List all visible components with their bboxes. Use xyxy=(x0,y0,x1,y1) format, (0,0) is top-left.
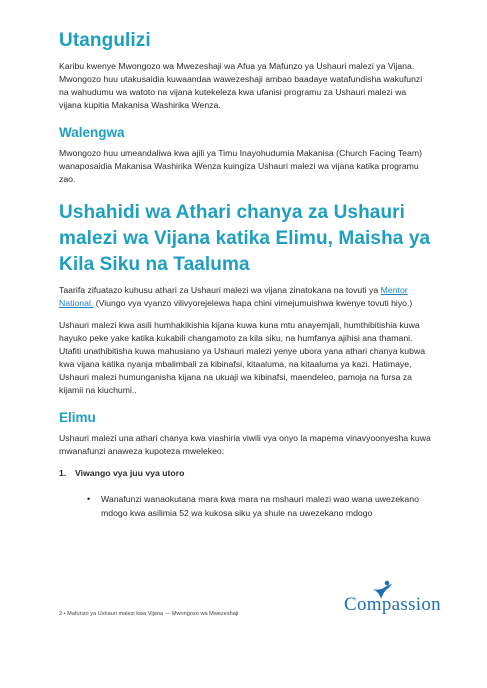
elimu-paragraph: Ushauri malezi una athari chanya kwa viashiria viwili vya onyo la mapema vinavyoonyesha kuwa mwanafunzi anaweza kupoteza mwelekeo: xyxy=(59,433,431,456)
page-footer: 2 • Mafunzo ya Ushauri malezi kwa Vijana — Mwongozo wa Mwezeshaji xyxy=(59,611,239,617)
bullet-item xyxy=(87,492,431,520)
bullet-icon: • xyxy=(87,494,91,504)
evidence-text-after-link: (Viungo vya vyanzo vilivyorejelewa hapa chini vimejumuishwa kwenye tovuti hiyo.) xyxy=(93,298,413,308)
page-title: Utangulizi xyxy=(59,30,151,51)
evidence-paragraph-2: Ushauri malezi kwa asili humhakikishia kijana kuwa kuna mtu anayemjali, humthibitishia kuwa hayuko peke yake katika kukabili changamoto za kila siku, na humfanya ajihisi ana thamani. Utafiti unathibitisha kuwa mahusiano ya Ushauri malezi yenye ubora yana athari chanya kubwa kwa vijana katika nyanja mbalimbali za kibinafsi, kitaaluma, na kitaaluma ya kazi. Hatimaye, Ushauri malezi humunganisha kijana na ukuaji wa kibinafsi, maendeleo, pamoja na fursa za kijamii na kiuchumi.. xyxy=(59,320,426,395)
mentor-national-link[interactable]: Mentor National. xyxy=(59,285,408,308)
list-number: 1. xyxy=(59,468,67,478)
evidence-text-before-link: Taarifa zifuatazo kuhusu athari za Ushauri malezi wa vijana zinatokana na tovuti ya xyxy=(59,285,381,295)
walengwa-paragraph: Mwongozo huu umeandaliwa kwa ajili ya Timu Inayohudumia Makanisa (Church Facing Team) wanaposaidia Makanisa Washirika Wenza kuingiza Ushauri malezi wa vijana katika programu zao. xyxy=(59,148,422,184)
compassion-logo xyxy=(344,580,444,620)
intro-paragraph: Karibu kwenye Mwongozo wa Mwezeshaji wa Afua ya Mafunzo ya Ushauri malezi ya Vijana. Mwongozo huu utakusaidia kuwaandaa wawezeshaji ambao baadaye watafundisha wakufunzi na wahudumu wa watoto na vijana kutekeleza kwa ufanisi programu za Ushauri malezi wa vijana kupitia Makanisa Washirika Wenza. xyxy=(59,61,423,110)
page-content xyxy=(59,30,431,520)
logo-wordmark: Compassion xyxy=(344,594,441,615)
elimu-heading: Elimu xyxy=(59,410,96,425)
numbered-list-item xyxy=(59,467,431,480)
list-item-label: Viwango vya juu vya utoro xyxy=(75,468,185,478)
bullet-text: Wanafunzi wanaokutana mara kwa mara na mshauri malezi wao wana uwezekano mdogo kwa asilimia 52 wa kukosa siku ya shule na uwezekano mdogo xyxy=(101,494,419,518)
evidence-paragraph-1 xyxy=(59,284,431,310)
walengwa-heading: Walengwa xyxy=(59,125,125,140)
evidence-heading: Ushahidi wa Athari chanya za Ushauri malezi wa Vijana katika Elimu, Maisha ya Kila Siku na Taaluma xyxy=(59,202,431,275)
